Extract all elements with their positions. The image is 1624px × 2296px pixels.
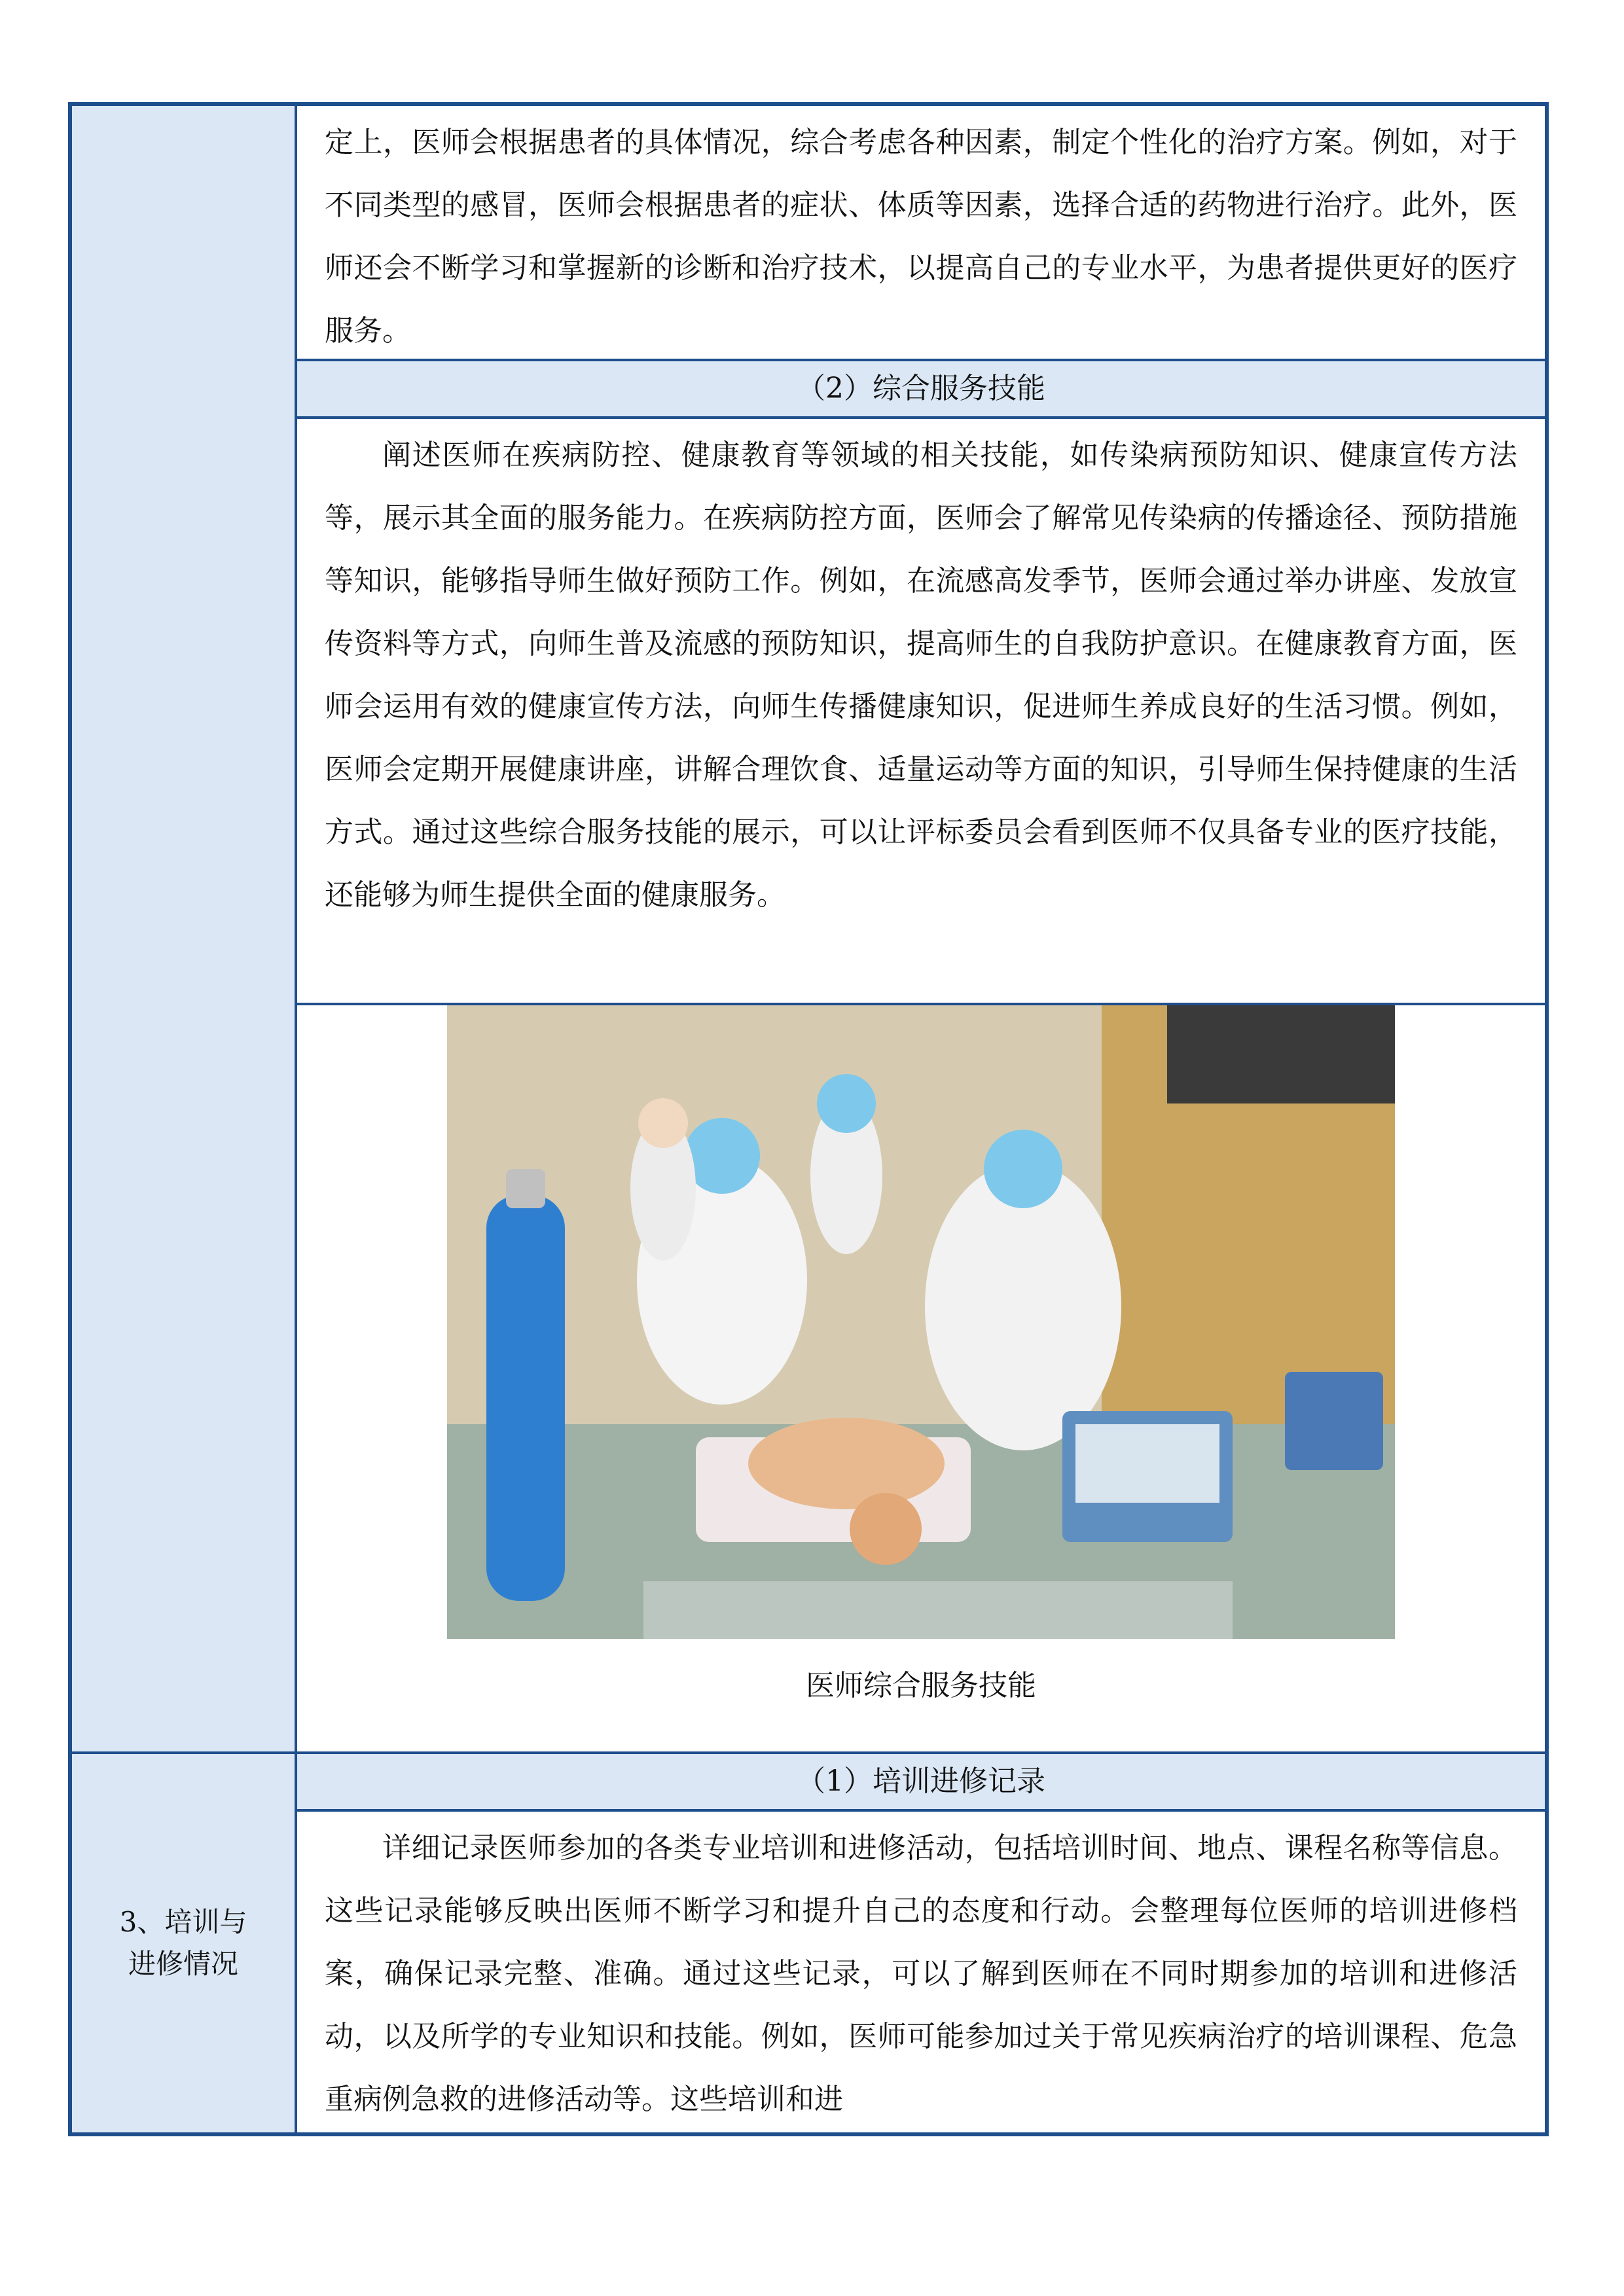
subheading-service-skills: （2）综合服务技能 — [297, 361, 1545, 419]
section-3-label: 3、培训与 进修情况 — [119, 1906, 247, 1980]
continued-paragraph-block — [297, 106, 1545, 361]
continued-paragraph: 定上，医师会根据患者的具体情况，综合考虑各种因素，制定个性化的治疗方案。例如，对于不同类型的感冒，医师会根据患者的症状、体质等因素，选择合适的药物进行治疗。此外，医师还会不断学习和掌握新的诊断和治疗技术，以提高自己的专业水平，为患者提供更好的医疗服务。 — [325, 126, 1517, 348]
content-cell-bottom — [297, 1754, 1545, 2132]
training-records-block — [297, 1812, 1545, 2131]
content-cell-top — [297, 106, 1545, 1754]
photo-illustration — [447, 1005, 1395, 1639]
section-label-cell — [72, 1754, 297, 2132]
section-label-cell-empty — [72, 106, 297, 1754]
training-records-paragraph: 详细记录医师参加的各类专业培训和进修活动，包括培训时间、地点、课程名称等信息。这些记录能够反映出医师不断学习和提升自己的态度和行动。会整理每位医师的培训进修档案，确保记录完整、准确。通过这些记录，可以了解到医师在不同时期参加的培训和进修活动，以及所学的专业知识和技能。例如，医师可能参加过关于常见疾病治疗的培训课程、危急重病例急救的进修活动等。这些培训和进 — [325, 1831, 1517, 2116]
document-table — [68, 102, 1549, 2136]
medical-training-photo — [447, 1005, 1395, 1639]
service-skills-paragraph: 阐述医师在疾病防控、健康教育等领域的相关技能，如传染病预防知识、健康宣传方法等，展示其全面的服务能力。在疾病防控方面，医师会了解常见传染病的传播途径、预防措施等知识，能够指导师生做好预防工作。例如，在流感高发季节，医师会通过举办讲座、发放宣传资料等方式，向师生普及流感的预防知识，提高师生的自我防护意识。在健康教育方面，医师会运用有效的健康宣传方法，向师生传播健康知识，促进师生养成良好的生活习惯。例如，医师会定期开展健康讲座，讲解合理饮食、适量运动等方面的知识，引导师生保持健康的生活方式。通过这些综合服务技能的展示，可以让评标委员会看到医师不仅具备专业的医疗技能，还能够为师生提供全面的健康服务。 — [325, 439, 1517, 912]
figure-caption: 医师综合服务技能 — [806, 1669, 1036, 1702]
figure-block — [297, 1005, 1545, 1706]
service-skills-block — [297, 419, 1545, 1005]
subheading-training-records: （1）培训进修记录 — [297, 1754, 1545, 1812]
